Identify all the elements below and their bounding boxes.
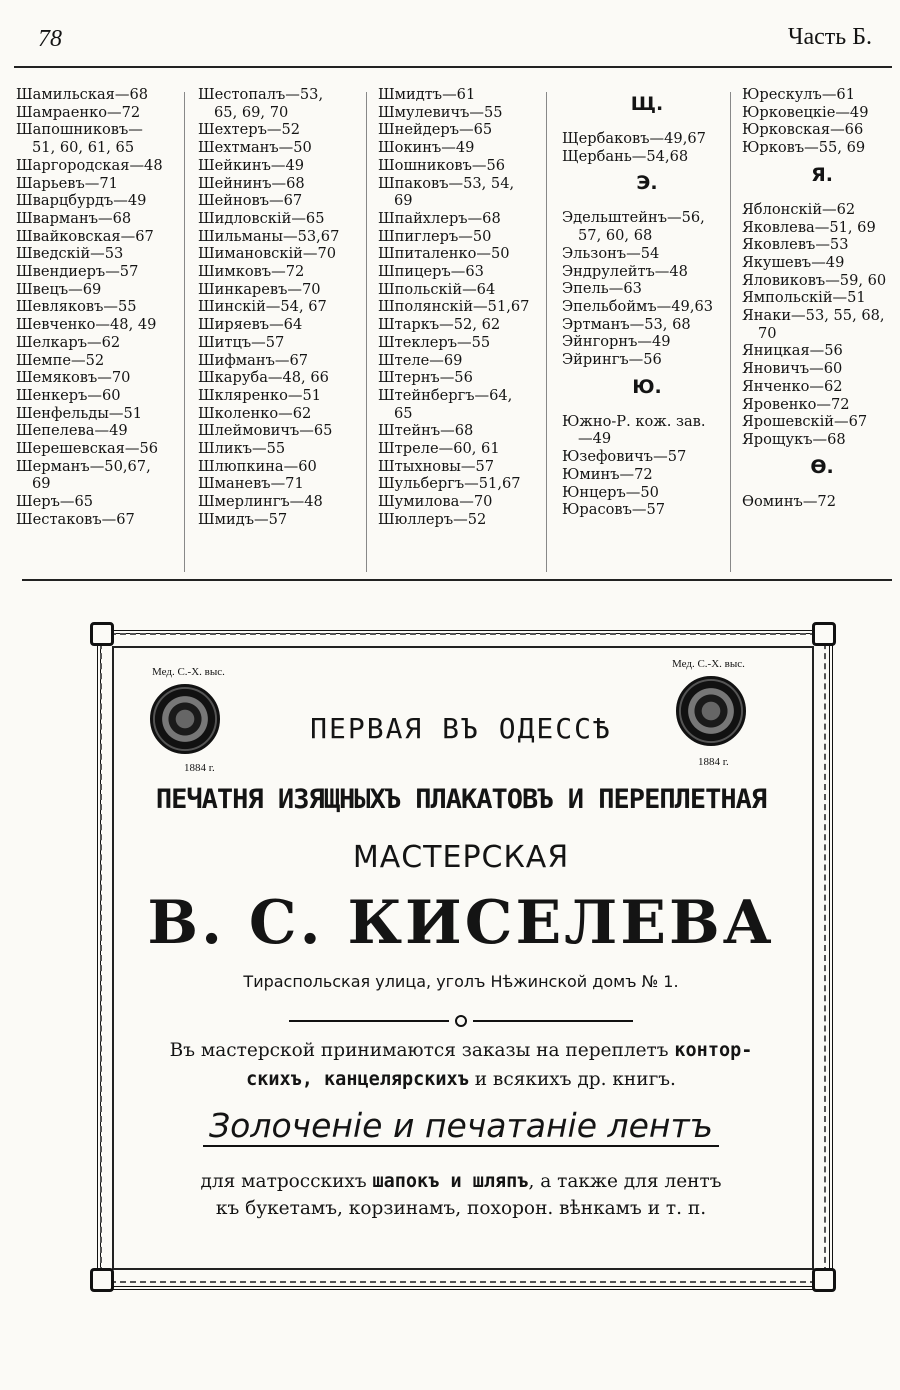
index-entry: Шейнинъ—68 [198, 174, 305, 192]
index-entry: Шинкаревъ—70 [198, 280, 321, 298]
index-entry: Штаркъ—52, 62 [378, 316, 501, 334]
index-entry: Шамраенко—72 [16, 103, 141, 121]
index-entry: Шестаковъ—67 [16, 510, 135, 528]
index-entry: Яловиковъ—59, 60 [742, 271, 887, 289]
index-entry: Шехтеръ—52 [198, 121, 301, 139]
index-entry: Юрковецкіе—49 [742, 103, 869, 121]
index-letter-heading: Ю. [632, 375, 662, 398]
index-entry: Шамильская—68 [16, 86, 149, 103]
ad-owner-name: В. С. КИСЕЛЕВА [147, 888, 775, 958]
index-entry: Шликъ—55 [198, 440, 286, 458]
index-entry: Шарьевъ—71 [16, 174, 118, 192]
tape-text-part: , а также для лентъ [528, 1171, 722, 1192]
index-entry: Шенфельды—51 [16, 404, 143, 422]
index-entry: Шпайхлеръ—68 [378, 209, 501, 227]
index-entry: Эртманъ—53, 68 [562, 315, 691, 333]
index-entry: Шимковъ—72 [198, 263, 305, 281]
index-entry: Эпельбоймъ—49,63 [562, 297, 714, 315]
index-column-4 [562, 86, 732, 519]
part-heading: Часть Б. [787, 24, 872, 50]
index-entry: Шведскій—53 [16, 245, 124, 263]
index-entry: Юрасовъ—57 [562, 501, 666, 519]
orders-text-part: Въ мастерской принимаются заказы на переплетъ [169, 1040, 675, 1061]
index-entry: Штеклеръ—55 [378, 333, 491, 351]
index-entry: Шерманъ—50,67, [16, 457, 151, 475]
index-entry: Юрескулъ—61 [742, 86, 855, 103]
column-divider [366, 92, 367, 572]
ad-gilding-heading [112, 1106, 810, 1145]
index-entry: Шюллеръ—52 [378, 510, 487, 528]
index-letter-heading: Э. [636, 172, 658, 195]
index-entry: Шнейдеръ—65 [378, 121, 493, 139]
column-divider [184, 92, 185, 572]
index-entry: Шпольскій—64 [378, 280, 496, 298]
ad-tape-text [112, 1168, 810, 1222]
index-entry: Шумилова—70 [378, 493, 493, 511]
index-entry: Шемпе—52 [16, 351, 105, 369]
index-entry: 65, 69, 70 [214, 103, 289, 121]
corner-ornament [812, 1268, 836, 1292]
index-entry: Щербань—54,68 [562, 147, 689, 165]
index-entry: 65 [394, 404, 413, 422]
medal-caption-left: Мед. С.-Х. выс. [152, 666, 225, 678]
index-entry: Шмулевичъ—55 [378, 103, 503, 121]
index-entry: Штеле—69 [378, 351, 463, 369]
index-entry: Шехтманъ—50 [198, 139, 312, 157]
index-bottom-rule [22, 579, 892, 581]
index-entry: Шерешевская—56 [16, 440, 159, 458]
index-entry: Шпаковъ—53, 54, [378, 174, 515, 192]
index-entry: Шаргородская—48 [16, 156, 163, 174]
ad-orders-text [112, 1036, 810, 1094]
name-index [16, 86, 892, 572]
medal-year-left: 1884 г. [184, 762, 215, 774]
index-entry: Ширяевъ—64 [198, 316, 303, 334]
index-entry: 57, 60, 68 [578, 227, 653, 245]
ad-address: Тираспольская улица, уголъ Нѣжинской домъ № 1. [243, 972, 679, 991]
index-entry: Шлеймовичъ—65 [198, 422, 333, 440]
index-entry: Ярощукъ—68 [742, 430, 846, 448]
medal-caption-right: Мед. С.-Х. выс. [672, 658, 745, 670]
header-rule [14, 66, 892, 68]
index-entry: 70 [758, 324, 777, 342]
index-entry: Эльзонъ—54 [562, 244, 660, 262]
index-letter-heading: Ѳ. [810, 455, 834, 478]
corner-ornament [812, 622, 836, 646]
index-letter-heading: Щ. [630, 93, 664, 115]
index-entry: Штейнбергъ—64, [378, 386, 513, 404]
index-entry: Шмидъ—57 [198, 510, 288, 528]
tape-bold-part: шапокъ и шляпъ [372, 1171, 529, 1192]
index-entry: Школенко—62 [198, 404, 312, 422]
orders-text-part: и всякихъ др. книгъ. [468, 1069, 676, 1090]
ad-workshop-label: МАСТЕРСКАЯ [352, 840, 570, 875]
index-entry: Яковлева—51, 69 [742, 218, 876, 236]
corner-ornament [90, 1268, 114, 1292]
index-column-2 [198, 86, 339, 529]
index-entry: Шильманы—53,67 [198, 227, 340, 245]
index-entry: Шеръ—65 [16, 493, 94, 511]
orders-bold-part: контор- [674, 1040, 753, 1061]
index-entry: Шапошниковъ— [16, 121, 143, 139]
gilding-text: Золоченіе и печатаніе лентъ [203, 1106, 719, 1147]
index-entry: 51, 60, 61, 65 [32, 139, 135, 157]
ad-headline-first: ПЕРВАЯ ВЪ ОДЕССѢ [310, 712, 612, 745]
index-entry: 69 [394, 192, 413, 210]
index-entry: Шестопалъ—53, [198, 86, 324, 103]
index-entry: Швецъ—69 [16, 280, 102, 298]
index-entry: Штернъ—56 [378, 369, 473, 387]
ad-headline-press: ПЕЧАТНЯ ИЗЯЩНЫХЪ ПЛАКАТОВЪ И ПЕРЕПЛЕТНАЯ [155, 784, 767, 815]
index-entry: Шкляренко—51 [198, 386, 322, 404]
index-entry: Эйрингъ—56 [562, 351, 662, 369]
index-entry: Шинскій—54, 67 [198, 298, 327, 316]
index-entry: Шманевъ—71 [198, 475, 304, 493]
index-column-1 [16, 86, 163, 529]
index-entry: Шпиглеръ—50 [378, 227, 492, 245]
index-entry: Шульбергъ—51,67 [378, 475, 521, 493]
index-column-3 [378, 86, 529, 529]
index-entry: Шемяковъ—70 [16, 369, 131, 387]
index-entry: Шварманъ—68 [16, 209, 132, 227]
orders-bold-part: скихъ, канцелярскихъ [246, 1069, 469, 1090]
index-entry: Щербаковъ—49,67 [562, 130, 706, 147]
index-entry: 69 [32, 475, 51, 493]
index-entry: Юрковъ—55, 69 [742, 139, 866, 157]
column-divider [546, 92, 547, 572]
index-entry: Шевченко—48, 49 [16, 316, 157, 334]
index-entry: Шейновъ—67 [198, 192, 303, 210]
index-entry: Яновичъ—60 [742, 360, 843, 378]
index-entry: Юрковская—66 [742, 121, 864, 139]
index-entry: Эпель—63 [562, 280, 642, 298]
index-entry: Шпиталенко—50 [378, 245, 510, 263]
index-entry: Шварцбурдъ—49 [16, 192, 147, 210]
index-entry: Яницкая—56 [742, 342, 843, 360]
index-entry: Эндрулейтъ—48 [562, 262, 688, 280]
index-entry: Шполянскій—51,67 [378, 298, 530, 316]
tape-text-part: для матросскихъ [200, 1171, 373, 1192]
index-entry: Шелкаръ—62 [16, 333, 121, 351]
index-entry: Шошниковъ—56 [378, 156, 506, 174]
index-entry: Штыхновы—57 [378, 457, 495, 475]
index-entry: Янаки—53, 55, 68, [742, 307, 885, 325]
index-entry: Эдельштейнъ—56, [562, 209, 705, 227]
index-entry: —49 [578, 430, 612, 448]
index-entry: Штейнъ—68 [378, 422, 474, 440]
corner-ornament [90, 622, 114, 646]
ad-divider-ornament [112, 1010, 810, 1029]
index-entry: Якушевъ—49 [742, 253, 845, 271]
index-entry: Шкаруба—48, 66 [198, 369, 329, 387]
index-entry: Шифманъ—67 [198, 351, 309, 369]
index-entry: Шидловскій—65 [198, 209, 325, 227]
index-entry: Шокинъ—49 [378, 139, 475, 157]
index-entry: Шейкинъ—49 [198, 156, 305, 174]
index-entry: Яровенко—72 [742, 395, 850, 413]
index-entry: Ямпольскій—51 [742, 289, 866, 307]
index-entry: Швендиеръ—57 [16, 263, 139, 281]
index-entry: Швайковская—67 [16, 227, 154, 245]
index-entry: Шевляковъ—55 [16, 298, 137, 316]
index-entry: Ярошевскій—67 [742, 413, 868, 431]
page-number: 78 [38, 26, 62, 52]
index-letter-heading: Я. [811, 163, 833, 186]
index-entry: Юминъ—72 [562, 465, 653, 483]
index-entry: Яковлевъ—53 [742, 236, 849, 254]
index-entry: Южно-Р. кож. зав. [562, 412, 706, 430]
index-column-5 [742, 86, 900, 510]
index-entry: Шмерлингъ—48 [198, 493, 323, 511]
index-entry: Эйнгорнъ—49 [562, 333, 671, 351]
index-entry: Шлюпкина—60 [198, 457, 317, 475]
index-entry: Ѳоминъ—72 [742, 492, 837, 510]
index-entry: Штреле—60, 61 [378, 440, 500, 458]
index-entry: Шепелева—49 [16, 422, 128, 440]
index-entry: Юнцеръ—50 [562, 483, 659, 501]
index-entry: Шпицеръ—63 [378, 263, 484, 281]
index-entry: Юзефовичъ—57 [562, 448, 687, 466]
index-entry: Шитцъ—57 [198, 333, 285, 351]
index-entry: Шимановскій—70 [198, 245, 337, 263]
medal-year-right: 1884 г. [698, 756, 729, 768]
index-entry: Яблонскій—62 [742, 200, 856, 218]
index-entry: Янченко—62 [742, 377, 843, 395]
column-divider [730, 92, 731, 572]
tape-text-part: къ букетамъ, корзинамъ, похорон. вѣнкамъ и т. п. [215, 1198, 707, 1219]
index-entry: Шенкеръ—60 [16, 386, 121, 404]
index-entry: Шмидтъ—61 [378, 86, 476, 103]
